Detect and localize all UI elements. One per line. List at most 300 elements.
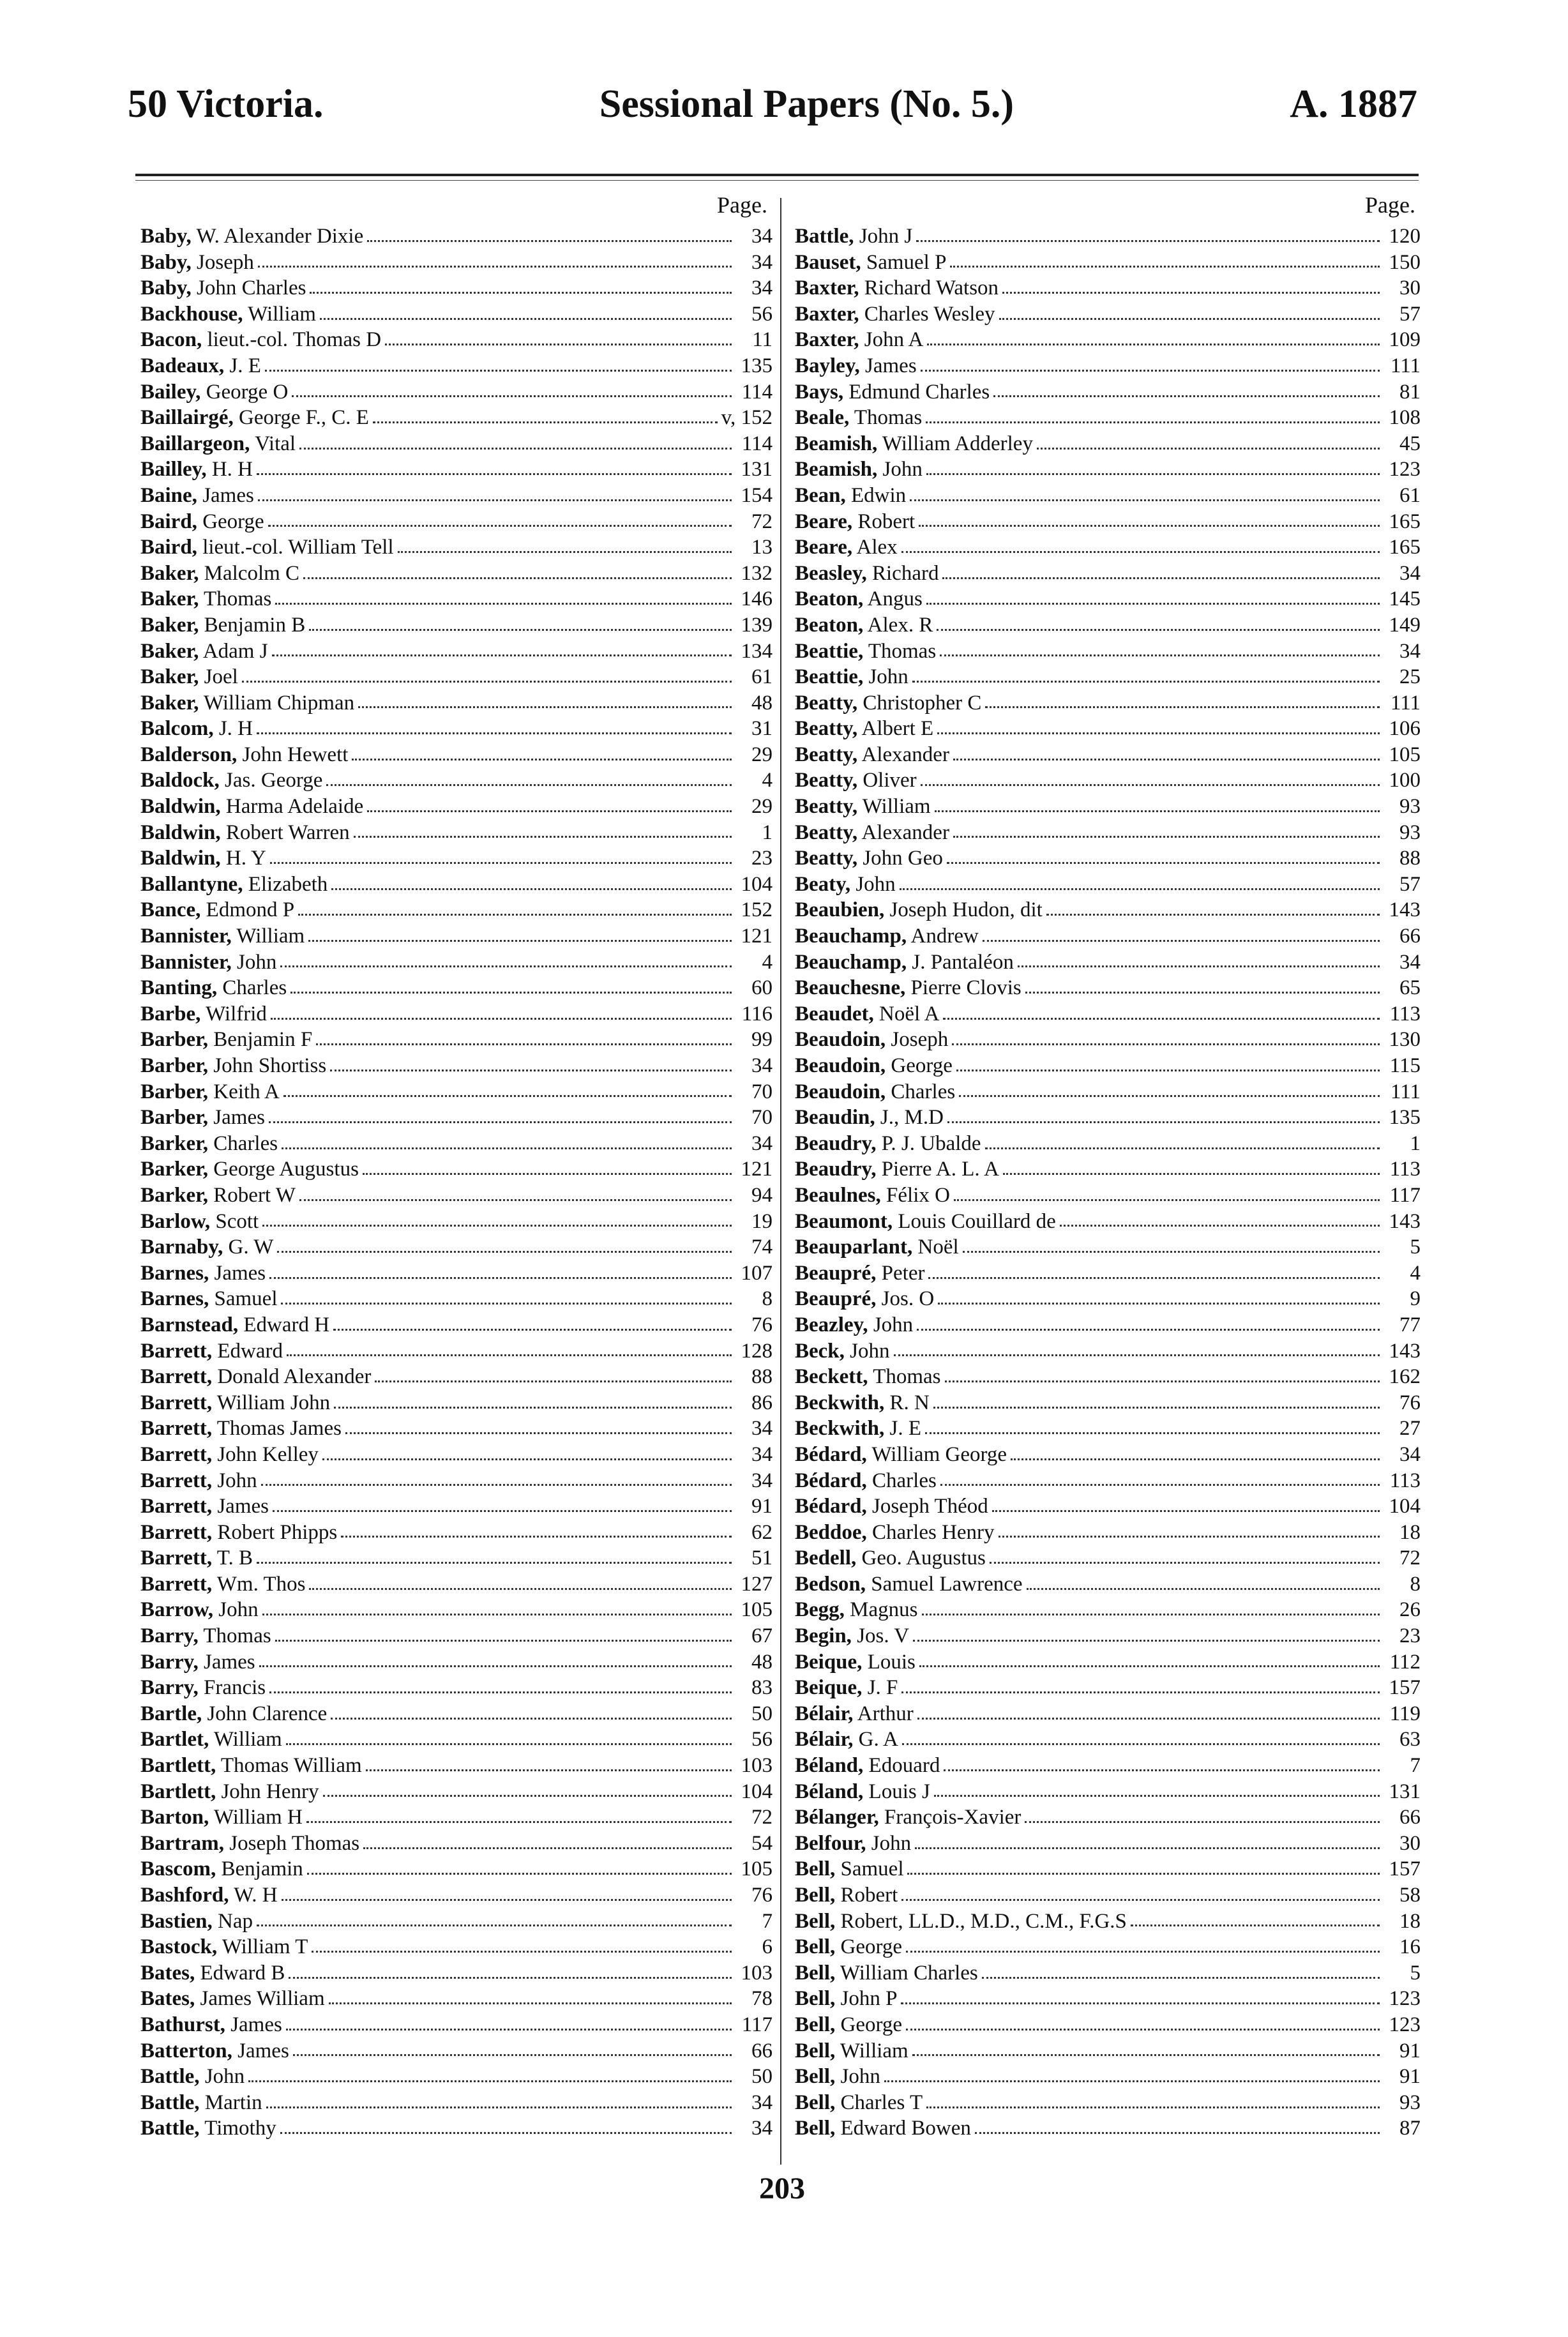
entry-page: 29 [751,743,773,766]
entry-page: 116 [741,1002,773,1025]
dot-leader [326,784,732,786]
entry-name: Baby, Joseph [140,250,254,274]
index-entry [795,1442,1421,1468]
entry-page: 50 [751,2065,773,2089]
index-entry [140,2038,773,2064]
entry-page: 91 [751,1495,773,1518]
index-entry [795,586,1421,612]
dot-leader [953,759,1380,760]
entry-page: 81 [1399,380,1421,404]
dot-leader [292,395,732,397]
index-entry [140,1779,773,1805]
index-entry [795,768,1421,794]
index-entry [140,1675,773,1701]
entry-name: Beatty, Albert E [795,717,934,741]
dot-leader [919,525,1380,527]
entry-page: 87 [1399,2117,1421,2140]
index-entry [140,1597,773,1623]
entry-name: Beaty, John [795,872,896,896]
dot-leader [926,603,1380,605]
index-entry [140,1804,773,1831]
entry-name: Barlow, Scott [140,1209,259,1233]
entry-page: 4 [1410,1261,1421,1285]
entry-name: Barber, Benjamin F [140,1028,313,1052]
index-entry [795,1209,1421,1235]
dot-leader [298,914,732,916]
entry-page: 105 [741,1598,773,1622]
entry-name: Bédard, William George [795,1442,1007,1466]
entry-name: Beaton, Alex. R [795,613,933,637]
index-entry [140,1727,773,1753]
entry-list [140,223,773,2142]
dot-leader [331,888,732,890]
entry-page: 30 [1399,1831,1421,1855]
index-entry [140,897,773,923]
entry-name: Bates, James William [140,1987,325,2011]
dot-leader [915,1847,1380,1849]
dot-leader [262,1614,732,1615]
entry-page: 105 [741,1857,773,1881]
entry-page: 27 [1399,1417,1421,1441]
entry-name: Beamish, William Adderley [795,432,1033,455]
entry-name: Barton, William H [140,1806,303,1829]
entry-name: Battle, John [140,2065,245,2089]
entry-page: 34 [751,2117,773,2140]
entry-name: Barnes, Samuel [140,1287,278,1311]
entry-page: 154 [741,483,773,507]
index-entry [140,1986,773,2012]
index-entry [795,1804,1421,1831]
index-entry [795,1597,1421,1623]
entry-name: Beaubien, Joseph Hudon, dit [795,898,1043,922]
index-entry [795,1986,1421,2012]
index-entry [140,379,773,405]
entry-name: Backhouse, William [140,302,316,326]
dot-leader [265,370,732,372]
index-entry [140,1571,773,1598]
page-header [128,82,1417,139]
entry-page: 13 [751,536,773,559]
entry-name: Beique, J. F [795,1676,898,1700]
entry-page: v, 152 [721,406,773,430]
index-entry [795,1856,1421,1882]
dot-leader [1002,292,1380,294]
dot-leader [299,448,732,450]
index-entry [140,1934,773,1960]
entry-page: 34 [1399,950,1421,974]
entry-name: Beazley, John [795,1313,914,1336]
dot-leader [257,473,732,475]
dot-leader [901,1899,1380,1901]
dot-leader [272,654,732,656]
entry-page: 86 [751,1391,773,1414]
entry-name: Baxter, Richard Watson [795,276,999,300]
index-entry [140,923,773,949]
entry-page: 6 [762,1935,773,1959]
entry-name: Béland, Edouard [795,1754,940,1778]
entry-name: Bastock, William T [140,1935,308,1959]
header-session: 50 Victoria. [128,82,324,126]
index-entry [140,639,773,665]
entry-page: 7 [762,1909,773,1933]
index-entry [795,872,1421,898]
entry-page: 45 [1399,432,1421,455]
entry-name: Bays, Edmund Charles [795,380,990,404]
entry-name: Bauset, Samuel P [795,250,947,274]
index-entry [795,1027,1421,1053]
index-entry [795,1701,1421,1727]
entry-page: 25 [1399,665,1421,689]
index-entry [795,1079,1421,1105]
entry-page: 11 [752,328,773,352]
index-entry [140,1260,773,1287]
entry-page: 61 [1399,483,1421,507]
dot-leader [323,1795,732,1797]
entry-name: Bell, George [795,2013,903,2036]
entry-name: Bell, William Charles [795,1961,978,1985]
entry-name: Bailey, George O [140,380,289,404]
entry-page: 78 [751,1987,773,2011]
entry-name: Beaudoin, George [795,1054,953,1077]
entry-name: Beatty, Alexander [795,821,949,844]
dot-leader [320,318,732,320]
index-entry [795,1183,1421,1209]
index-entry [140,353,773,379]
index-entry [795,1960,1421,1986]
entry-name: Beauchamp, Andrew [795,925,979,948]
entry-page: 34 [751,225,773,248]
entry-page: 112 [1389,1650,1421,1674]
header-rule-thick [135,174,1419,176]
entry-page: 70 [751,1106,773,1130]
index-entry [140,1520,773,1546]
entry-name: Beatty, Oliver [795,769,917,792]
dot-leader [919,1665,1380,1667]
entry-page: 109 [1389,328,1421,352]
dot-leader [293,2054,732,2056]
dot-leader [992,1510,1380,1512]
dot-leader [269,1121,732,1123]
index-entry [795,431,1421,457]
index-entry [140,2115,773,2142]
entry-name: Baldock, Jas. George [140,769,323,792]
entry-page: 5 [1410,1236,1421,1259]
index-entry [140,250,773,276]
entry-page: 113 [1389,1158,1421,1181]
index-entry [140,2012,773,2038]
entry-page: 106 [1389,717,1421,741]
entry-name: Bartlett, John Henry [140,1780,319,1803]
dot-leader [884,2080,1380,2082]
entry-page: 117 [741,2013,773,2036]
header-year: A. 1887 [1290,82,1417,126]
entry-page: 54 [751,1831,773,1855]
index-entry [795,2012,1421,2038]
index-entry [140,872,773,898]
dot-leader [282,1899,732,1901]
dot-leader [940,654,1380,656]
entry-name: Barber, James [140,1106,265,1130]
entry-page: 70 [751,1080,773,1103]
entry-page: 67 [751,1624,773,1648]
entry-name: Barry, Thomas [140,1624,271,1648]
index-entry [795,483,1421,509]
dot-leader [258,499,732,501]
index-entry [795,327,1421,353]
column-divider [780,198,781,2165]
index-entry [140,1545,773,1571]
dot-leader [286,2029,732,2031]
entry-page: 131 [1389,1780,1421,1803]
dot-leader [910,499,1380,501]
entry-page: 34 [751,250,773,274]
dot-leader [261,1484,732,1486]
index-entry [140,1131,773,1157]
entry-name: Barry, James [140,1650,255,1674]
dot-leader [926,2106,1380,2108]
page-column-label: Page. [1365,192,1415,218]
entry-name: Bailley, H. H [140,458,253,481]
entry-name: Bell, William [795,2039,908,2062]
entry-page: 93 [1399,2091,1421,2114]
index-entry [140,223,773,250]
entry-page: 31 [751,717,773,741]
entry-page: 83 [751,1676,773,1700]
entry-page: 61 [751,665,773,689]
index-entry [795,353,1421,379]
entry-page: 103 [741,1961,773,1985]
dot-leader [999,1536,1380,1538]
index-entry [140,1001,773,1027]
entry-name: Barrow, John [140,1598,259,1622]
entry-name: Barnstead, Edward H [140,1313,330,1336]
entry-page: 1 [1410,1131,1421,1155]
entry-page: 99 [751,1028,773,1052]
entry-page: 34 [1399,1442,1421,1466]
dot-leader [926,473,1380,475]
index-entry [140,2064,773,2090]
index-entry [140,534,773,561]
index-entry [140,1234,773,1260]
entry-page: 157 [1389,1857,1421,1881]
entry-name: Baker, Malcolm C [140,561,300,585]
entry-page: 150 [1389,250,1421,274]
dot-leader [385,344,732,345]
dot-leader [985,1147,1380,1149]
entry-name: Bédard, Joseph Théod [795,1495,988,1518]
index-entry [140,1960,773,1986]
header-title: Sessional Papers (No. 5.) [599,82,1014,126]
index-entry [795,2038,1421,2064]
dot-leader [917,1718,1380,1720]
index-entry [795,250,1421,276]
dot-leader [352,759,732,760]
entry-page: 18 [1399,1520,1421,1544]
index-entry [795,2090,1421,2116]
entry-page: 19 [751,1209,773,1233]
index-entry [795,1260,1421,1287]
entry-name: Battle, John J [795,225,913,248]
index-entry [795,223,1421,250]
index-entry [795,509,1421,535]
index-entry [795,1234,1421,1260]
entry-name: Barrett, Wm. Thos [140,1572,306,1596]
entry-page: 77 [1399,1313,1421,1336]
entry-name: Bartram, Joseph Thomas [140,1831,360,1855]
entry-name: Barber, Keith A [140,1080,280,1103]
entry-name: Battle, Martin [140,2091,262,2114]
index-entry [140,1053,773,1079]
dot-leader [258,266,732,268]
index-entry [795,1571,1421,1598]
index-entry [140,845,773,872]
entry-page: 48 [751,1650,773,1674]
entry-name: Barker, George Augustus [140,1158,359,1181]
entry-name: Baine, James [140,483,254,507]
index-entry [140,1156,773,1183]
dot-leader [1003,1173,1380,1175]
entry-name: Béland, Louis J [795,1780,930,1803]
entry-page: 108 [1389,406,1421,430]
dot-leader [963,1251,1380,1253]
entry-name: Bathurst, James [140,2013,282,2036]
entry-name: Beckett, Thomas [795,1365,941,1389]
dot-leader [927,344,1380,345]
dot-leader [308,940,732,942]
dot-leader [925,1432,1380,1434]
entry-name: Bartlet, William [140,1728,282,1751]
dot-leader [257,1925,732,1926]
entry-name: Baillargeon, Vital [140,432,296,455]
entry-page: 121 [741,925,773,948]
entry-name: Bell, Edward Bowen [795,2117,971,2140]
entry-page: 34 [751,2091,773,2114]
index-entry [140,1364,773,1390]
entry-page: 1 [762,821,773,844]
index-entry [795,975,1421,1001]
entry-name: Bastien, Nap [140,1909,253,1933]
entry-page: 74 [751,1236,773,1259]
index-entry [140,301,773,328]
entry-name: Baker, Joel [140,665,238,689]
entry-name: Beare, Alex [795,536,898,559]
entry-page: 132 [741,561,773,585]
entry-name: Barbe, Wilfrid [140,1002,267,1025]
dot-leader [367,810,732,812]
index-entry [795,612,1421,639]
index-entry [795,561,1421,587]
entry-page: 8 [762,1287,773,1311]
entry-page: 65 [1399,976,1421,1000]
entry-name: Baldwin, Harma Adelaide [140,795,364,819]
dot-leader [333,1329,732,1331]
index-entry [140,612,773,639]
index-entry [795,2064,1421,2090]
index-entry [795,405,1421,431]
dot-leader [266,2106,732,2108]
entry-name: Belfour, John [795,1831,912,1855]
index-entry [140,1882,773,1909]
entry-name: Banting, Charles [140,976,287,1000]
entry-name: Beaudin, J., M.D [795,1106,944,1130]
entry-name: Beaulnes, Félix O [795,1183,950,1207]
entry-name: Baillairgé, George F., C. E [140,406,369,430]
index-entry [140,1312,773,1338]
index-entry [795,1468,1421,1494]
index-entry [140,2090,773,2116]
dot-leader [894,1354,1380,1356]
index-entry [140,1649,773,1675]
dot-leader [975,2132,1380,2134]
dot-leader [280,2132,732,2134]
entry-page: 4 [762,769,773,792]
dot-leader [299,1199,732,1201]
entry-page: 34 [751,276,773,300]
index-entry [140,690,773,716]
index-entry [795,1882,1421,1909]
entry-name: Barber, John Shortiss [140,1054,327,1077]
dot-leader [1025,1821,1380,1823]
index-entry [140,586,773,612]
entry-name: Bayley, James [795,354,917,377]
dot-leader [945,1380,1380,1382]
entry-name: Beaudet, Noël A [795,1002,940,1025]
entry-name: Bédard, Charles [795,1469,937,1492]
entry-page: 100 [1389,769,1421,792]
dot-leader [901,551,1380,553]
index-entry [795,1649,1421,1675]
entry-page: 105 [1389,743,1421,766]
dot-leader [947,862,1380,864]
index-entry [140,1494,773,1520]
dot-leader [921,784,1380,786]
index-entry [795,1312,1421,1338]
entry-name: Beale, Thomas [795,406,923,430]
entry-page: 76 [751,1313,773,1336]
index-entry [140,1909,773,1935]
dot-leader [358,706,732,708]
dot-leader [363,1173,732,1175]
index-entry [140,975,773,1001]
entry-page: 58 [1399,1884,1421,1907]
entry-name: Baker, Benjamin B [140,613,306,637]
entry-name: Beattie, John [795,665,908,689]
index-entry [140,716,773,742]
index-entry [140,1286,773,1312]
index-entry [795,1675,1421,1701]
dot-leader [286,1743,732,1745]
dot-leader [1027,1588,1380,1590]
index-entry [795,1494,1421,1520]
index-entry [795,690,1421,716]
index-entry [140,1442,773,1468]
dot-leader [1018,965,1380,967]
index-entry [140,509,773,535]
dot-leader [277,1251,732,1253]
entry-name: Baby, W. Alexander Dixie [140,225,364,248]
entry-name: Badeaux, J. E [140,354,261,377]
entry-page: 119 [1389,1702,1421,1725]
entry-name: Bannister, John [140,950,277,974]
entry-page: 9 [1410,1287,1421,1311]
index-entry [140,1183,773,1209]
entry-name: Bell, Robert [795,1884,898,1907]
entry-page: 149 [1389,613,1421,637]
dot-leader [901,1691,1380,1693]
index-entry [795,275,1421,301]
entry-name: Beauchesne, Pierre Clovis [795,976,1021,1000]
dot-leader [268,525,732,527]
